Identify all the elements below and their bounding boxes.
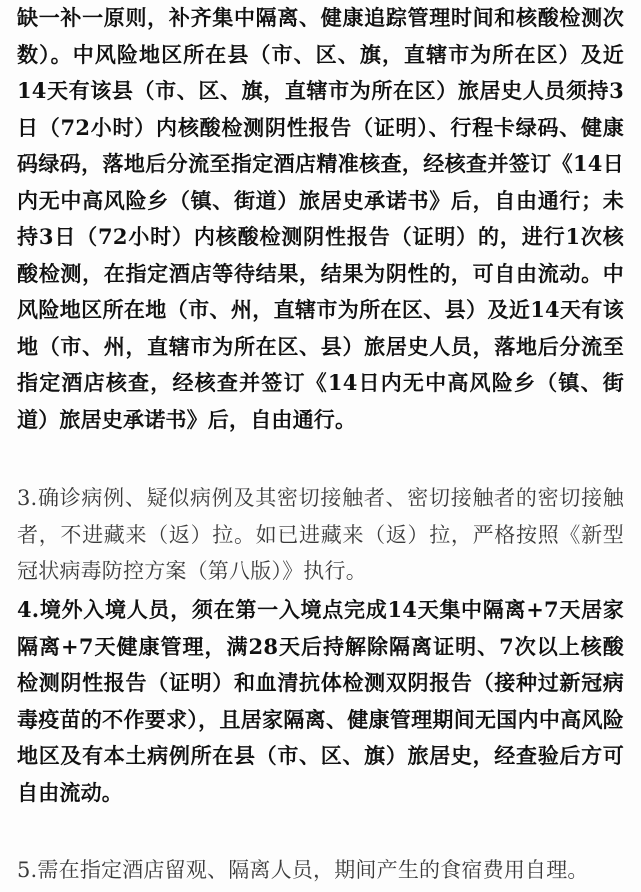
paragraph-medium-risk-travelers: 缺一补一原则，补齐集中隔离、健康追踪管理时间和核酸检测次数）。中风险地区所在县（市、区、旗，直辖市为所在区）及近14天有该县（市、区、旗，直辖市为所在区）旅居史人员须持3日（72小时）内核酸检测阴性报告（证明）、行程卡绿码、健康码绿码，落地后分流至指定酒店精准核查，经核查并签订《14日内无中高风险乡（镇、街道）旅居史承诺书》后，自由通行；未持3日（72小时）内核酸检测阴性报告（证明）的，进行1次核酸检测，在指定酒店等待结果，结果为阴性的，可自由流动。中风险地区所在地（市、州，直辖市为所在区、县）及近14天有该地（市、州，直辖市为所在区、县）旅居史人员，落地后分流至指定酒店核查，经核查并签订《14日内无中高风险乡（镇、街道）旅居史承诺书》后，自由通行。 xyxy=(17,5,624,432)
paragraph-item-5-quarantine-costs: 5.需在指定酒店留观、隔离人员，期间产生的食宿费用自理。 xyxy=(17,858,589,882)
paragraph-item-3-close-contacts: 3.确诊病例、疑似病例及其密切接触者、密切接触者的密切接触者，不进藏来（返）拉。如已进藏来（返）拉，严格按照《新型冠状病毒防控方案（第八版）》执行。 xyxy=(17,486,624,583)
paragraph-item-4-inbound-travelers: 4.境外入境人员，须在第一入境点完成14天集中隔离+7天居家隔离+7天健康管理，满28天后持解除隔离证明、7次以上核酸检测阴性报告（证明）和血清抗体检测双阴报告（接种过新冠病毒疫苗的不作要求），且居家隔离、健康管理期间无国内中高风险地区及有本土病例所在县（市、区、旗）旅居史，经查验后方可自由流动。 xyxy=(17,597,624,805)
